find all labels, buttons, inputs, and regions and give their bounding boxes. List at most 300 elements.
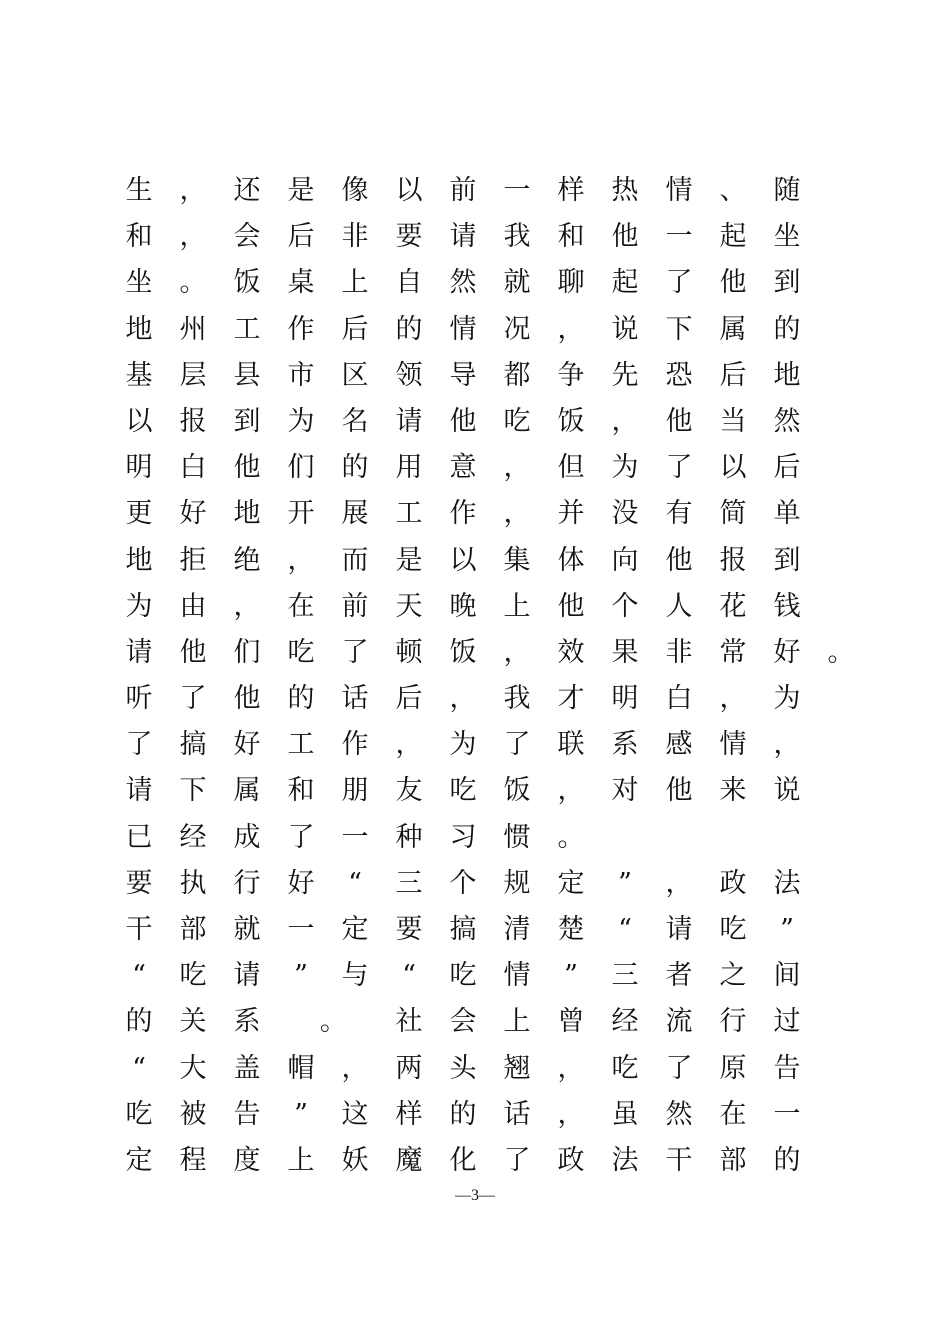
text-line [124, 307, 844, 353]
text-char: 虽 [611, 1098, 639, 1130]
text-char: 帽 [287, 1052, 315, 1084]
text-char: 习 [449, 821, 477, 853]
text-char: 我 [503, 221, 531, 253]
text-char: 了 [503, 1144, 531, 1176]
text-char: 开 [287, 498, 315, 530]
text-char: 们 [287, 452, 315, 484]
text-char: 的 [773, 1144, 801, 1176]
text-char: 饭 [449, 636, 477, 668]
text-char: 随 [773, 175, 801, 206]
text-char: 工 [287, 729, 315, 761]
text-char: 大 [179, 1052, 207, 1084]
text-char: 作 [449, 498, 477, 530]
text-char: 地 [125, 313, 153, 345]
text-char: 干 [125, 914, 153, 945]
text-char: 下 [665, 313, 693, 345]
text-char: 吃 [179, 960, 207, 992]
text-line [124, 168, 844, 214]
text-line [124, 676, 844, 722]
text-char: ， [665, 867, 693, 899]
text-char: 明 [611, 683, 639, 715]
text-char: “ [348, 867, 362, 899]
text-char: 楚 [557, 914, 585, 945]
text-line [124, 491, 844, 537]
text-char: 钱 [773, 590, 801, 622]
text-char: ， [557, 1052, 585, 1084]
text-char: ” [294, 960, 308, 992]
text-char: 起 [719, 221, 747, 253]
text-char: 后 [395, 683, 423, 715]
text-char: 属 [719, 313, 747, 345]
text-char: 以 [449, 544, 477, 576]
text-char: “ [132, 1052, 146, 1084]
text-char: 和 [557, 221, 585, 253]
text-char: 还 [233, 175, 261, 206]
text-char: 以 [125, 405, 153, 437]
text-char: 但 [557, 452, 585, 484]
text-char: 后 [773, 452, 801, 484]
text-char: 个 [449, 867, 477, 899]
text-char: 情 [503, 960, 531, 992]
text-char: 前 [449, 175, 477, 206]
text-char: ， [503, 498, 531, 530]
text-char: 魔 [395, 1144, 423, 1176]
text-char: ， [557, 1098, 585, 1130]
text-char: 政 [719, 867, 747, 899]
text-char: 被 [179, 1098, 207, 1130]
text-line [124, 538, 844, 584]
text-line [124, 584, 844, 630]
text-char: 他 [557, 590, 585, 622]
text-char: 后 [719, 359, 747, 391]
text-char: 集 [503, 544, 531, 576]
text-line [124, 861, 844, 907]
text-char: ， [773, 729, 801, 761]
text-char: 报 [719, 544, 747, 576]
text-char: 向 [611, 544, 639, 576]
text-char: 由 [179, 590, 207, 622]
text-char: 要 [395, 221, 423, 253]
text-char: 我 [503, 683, 531, 715]
text-char: 为 [287, 405, 315, 437]
text-char: 样 [557, 175, 585, 206]
text-char: 是 [395, 544, 423, 576]
text-char: 上 [341, 267, 369, 299]
text-line [124, 445, 844, 491]
text-char: 就 [233, 914, 261, 945]
text-char: 度 [233, 1144, 261, 1176]
text-char: 况 [503, 313, 531, 345]
text-char: 政 [557, 1144, 585, 1176]
text-char: 的 [449, 1098, 477, 1130]
text-char: 热 [611, 175, 639, 206]
text-char: 到 [773, 544, 801, 576]
text-char: 法 [773, 867, 801, 899]
text-char: 原 [719, 1052, 747, 1084]
text-char: 个 [611, 590, 639, 622]
text-char: ， [719, 683, 747, 715]
text-char: 说 [773, 775, 801, 807]
text-char: 三 [395, 867, 423, 899]
text-char: 会 [449, 1006, 477, 1038]
text-char: 他 [233, 452, 261, 484]
text-char: 才 [557, 683, 585, 715]
text-char: 干 [665, 1144, 693, 1176]
text-char: 种 [395, 821, 423, 853]
text-char: 导 [449, 359, 477, 391]
text-char: 这 [341, 1098, 369, 1130]
text-char: 之 [719, 960, 747, 992]
text-char: ， [557, 313, 585, 345]
text-char: 了 [665, 452, 693, 484]
text-line [124, 1092, 844, 1138]
text-char: 头 [449, 1052, 477, 1084]
text-char: 吃 [287, 636, 315, 668]
text-char: 先 [611, 359, 639, 391]
text-char: 三 [611, 960, 639, 992]
text-char: 绝 [233, 544, 261, 576]
text-char: 非 [665, 636, 693, 668]
text-char: 他 [233, 683, 261, 715]
text-char: 为 [773, 683, 801, 715]
text-char: 系 [611, 729, 639, 761]
text-char: 地 [233, 498, 261, 530]
text-char: 坐 [773, 221, 801, 253]
text-char: 他 [449, 405, 477, 437]
text-char: 的 [287, 683, 315, 715]
text-char: 请 [125, 775, 153, 807]
text-char: 成 [233, 821, 261, 853]
text-char: ， [503, 452, 531, 484]
text-char: ， [611, 405, 639, 437]
text-char: 和 [125, 221, 153, 253]
text-char: ” [618, 867, 632, 899]
text-char: 饭 [503, 775, 531, 807]
text-char: 友 [395, 775, 423, 807]
text-char: 吃 [719, 914, 747, 945]
text-char: 他 [179, 636, 207, 668]
text-char: 部 [719, 1144, 747, 1176]
page-number: —3— [455, 1187, 495, 1204]
text-char: 们 [233, 636, 261, 668]
text-line [124, 399, 844, 445]
text-char: 。 [827, 636, 855, 668]
text-char: ， [449, 683, 477, 715]
text-char: 样 [395, 1098, 423, 1130]
text-char: ， [503, 636, 531, 668]
text-char: 在 [287, 590, 315, 622]
text-char: 都 [503, 359, 531, 391]
text-char: 层 [179, 359, 207, 391]
text-char: 天 [395, 590, 423, 622]
text-char: 要 [125, 867, 153, 899]
text-char: 体 [557, 544, 585, 576]
text-char: 花 [719, 590, 747, 622]
text-char: 曾 [557, 1006, 585, 1038]
text-char: 对 [611, 775, 639, 807]
text-char: 翘 [503, 1052, 531, 1084]
text-line [124, 907, 844, 953]
text-char: 领 [395, 359, 423, 391]
text-char: “ [402, 960, 416, 992]
text-char: 果 [611, 636, 639, 668]
text-char: 定 [341, 914, 369, 945]
text-char: 自 [395, 267, 423, 299]
text-char: 工 [233, 313, 261, 345]
text-char: 上 [503, 1006, 531, 1038]
text-char: 的 [395, 313, 423, 345]
text-char: 联 [557, 729, 585, 761]
text-char: ， [287, 544, 315, 576]
text-char: 饭 [557, 405, 585, 437]
text-char: 他 [665, 775, 693, 807]
text-char: 他 [611, 221, 639, 253]
text-char: 一 [503, 175, 531, 206]
text-char: 的 [341, 452, 369, 484]
text-char: ， [395, 729, 423, 761]
text-char: 了 [665, 1052, 693, 1084]
text-char: 话 [341, 683, 369, 715]
text-char: 为 [611, 452, 639, 484]
text-char: 请 [395, 405, 423, 437]
text-char: 经 [179, 821, 207, 853]
text-char: 行 [233, 867, 261, 899]
text-char: 他 [665, 544, 693, 576]
text-char: 告 [233, 1098, 261, 1130]
text-char: 恐 [665, 359, 693, 391]
text-char: 没 [611, 498, 639, 530]
text-char: 情 [449, 313, 477, 345]
text-char: 一 [287, 914, 315, 945]
text-char: 属 [233, 775, 261, 807]
text-char: 社 [395, 1006, 423, 1038]
text-char: 非 [341, 221, 369, 253]
text-char: 来 [719, 775, 747, 807]
text-char: 间 [773, 960, 801, 992]
text-char: 了 [179, 683, 207, 715]
text-char: 然 [665, 1098, 693, 1130]
text-char: 然 [773, 405, 801, 437]
text-char: 地 [773, 359, 801, 391]
text-char: ， [179, 221, 207, 253]
text-char: 妖 [341, 1144, 369, 1176]
text-char: 然 [449, 267, 477, 299]
text-char: 后 [287, 221, 315, 253]
text-char: 话 [503, 1098, 531, 1130]
text-char: 好 [179, 498, 207, 530]
text-char: 请 [233, 960, 261, 992]
text-char: 经 [611, 1006, 639, 1038]
text-char: 白 [179, 452, 207, 484]
text-char: 盖 [233, 1052, 261, 1084]
text-line [124, 260, 844, 306]
text-char: 为 [125, 590, 153, 622]
text-char: 规 [503, 867, 531, 899]
text-char: 了 [125, 729, 153, 761]
text-char: 以 [395, 175, 423, 206]
text-char: 吃 [611, 1052, 639, 1084]
text-char: 系 [233, 1006, 261, 1038]
text-char: 而 [341, 544, 369, 576]
text-char: 请 [125, 636, 153, 668]
text-char: 、 [719, 175, 747, 206]
text-char: 上 [287, 1144, 315, 1176]
text-char: 后 [341, 313, 369, 345]
text-char: 过 [773, 1006, 801, 1038]
text-char: 与 [341, 960, 369, 992]
text-char: 是 [287, 175, 315, 206]
text-char: 常 [719, 636, 747, 668]
text-char: 像 [341, 175, 369, 206]
text-char: 朋 [341, 775, 369, 807]
text-char: 了 [665, 267, 693, 299]
text-line [124, 214, 844, 260]
text-char: 吃 [449, 775, 477, 807]
text-char: 聊 [557, 267, 585, 299]
text-char: 定 [557, 867, 585, 899]
text-line [124, 768, 844, 814]
text-char: 下 [179, 775, 207, 807]
text-char: 搞 [179, 729, 207, 761]
text-char: 情 [719, 729, 747, 761]
text-char: ， [341, 1052, 369, 1084]
text-char: 饭 [233, 267, 261, 299]
text-char: 部 [179, 914, 207, 945]
text-char: 单 [773, 498, 801, 530]
text-char: 名 [341, 405, 369, 437]
text-char: 他 [665, 405, 693, 437]
text-char: ， [179, 175, 207, 206]
text-char: 效 [557, 636, 585, 668]
text-char: 作 [287, 313, 315, 345]
text-char: 程 [179, 1144, 207, 1176]
text-char: 报 [179, 405, 207, 437]
text-char: 的 [125, 1006, 153, 1038]
text-line [124, 1138, 844, 1184]
text-char: 请 [449, 221, 477, 253]
text-char: 人 [665, 590, 693, 622]
text-char: 一 [341, 821, 369, 853]
text-char: 。 [179, 267, 207, 299]
text-char: 会 [233, 221, 261, 253]
text-char: 要 [395, 914, 423, 945]
text-char: 听 [125, 683, 153, 715]
text-char: 感 [665, 729, 693, 761]
text-char: 展 [341, 498, 369, 530]
text-line [124, 815, 844, 861]
text-char: 起 [611, 267, 639, 299]
text-char: 州 [179, 313, 207, 345]
text-char: 地 [125, 544, 153, 576]
text-char: 告 [773, 1052, 801, 1084]
text-char: 说 [611, 313, 639, 345]
text-char: 关 [179, 1006, 207, 1038]
text-line [124, 999, 844, 1045]
text-char: 了 [503, 729, 531, 761]
text-char: 请 [665, 914, 693, 945]
text-char: 意 [449, 452, 477, 484]
text-line [124, 353, 844, 399]
text-char: ， [233, 590, 261, 622]
text-char: 更 [125, 498, 153, 530]
text-char: “ [618, 914, 632, 945]
text-char: 好 [233, 729, 261, 761]
text-char: 上 [503, 590, 531, 622]
text-char: 者 [665, 960, 693, 992]
text-char: 好 [773, 636, 801, 668]
text-line [124, 630, 855, 676]
text-char: 执 [179, 867, 207, 899]
text-char: 已 [125, 821, 153, 853]
text-char: 当 [719, 405, 747, 437]
text-char: 了 [341, 636, 369, 668]
text-char: 拒 [179, 544, 207, 576]
text-char: ” [564, 960, 578, 992]
text-char: 工 [395, 498, 423, 530]
text-char: 到 [233, 405, 261, 437]
text-char: 好 [287, 867, 315, 899]
text-char: 两 [395, 1052, 423, 1084]
text-char: 一 [773, 1098, 801, 1130]
text-char: 。 [557, 821, 585, 853]
text-char: 惯 [503, 821, 531, 853]
text-char: 为 [449, 729, 477, 761]
text-char: 晚 [449, 590, 477, 622]
text-char: 一 [665, 221, 693, 253]
text-char: 争 [557, 359, 585, 391]
text-char: 生 [125, 175, 153, 206]
body-text [124, 168, 855, 1184]
text-char: 吃 [125, 1098, 153, 1130]
text-char: 。 [319, 1006, 347, 1038]
text-char: 清 [503, 914, 531, 945]
text-char: 白 [665, 683, 693, 715]
text-char: 法 [611, 1144, 639, 1176]
text-char: 简 [719, 498, 747, 530]
text-char: 的 [773, 313, 801, 345]
text-char: 前 [341, 590, 369, 622]
text-char: 基 [125, 359, 153, 391]
text-char: 就 [503, 267, 531, 299]
text-line [124, 722, 844, 768]
text-char: 吃 [503, 405, 531, 437]
text-char: 以 [719, 452, 747, 484]
text-char: ” [294, 1098, 308, 1130]
text-char: 有 [665, 498, 693, 530]
text-char: 县 [233, 359, 261, 391]
text-line [124, 953, 844, 999]
text-char: ” [780, 914, 794, 945]
text-char: 桌 [287, 267, 315, 299]
text-char: 行 [719, 1006, 747, 1038]
text-char: 坐 [125, 267, 153, 299]
text-char: 了 [287, 821, 315, 853]
text-char: 到 [773, 267, 801, 299]
text-char: 吃 [449, 960, 477, 992]
text-char: 在 [719, 1098, 747, 1130]
text-char: 市 [287, 359, 315, 391]
text-char: 搞 [449, 914, 477, 945]
text-char: 和 [287, 775, 315, 807]
text-char: 用 [395, 452, 423, 484]
text-char: 区 [341, 359, 369, 391]
text-line [124, 1046, 844, 1092]
text-char: 情 [665, 175, 693, 206]
text-char: 化 [449, 1144, 477, 1176]
text-char: 定 [125, 1144, 153, 1176]
text-char: 作 [341, 729, 369, 761]
text-char: 流 [665, 1006, 693, 1038]
